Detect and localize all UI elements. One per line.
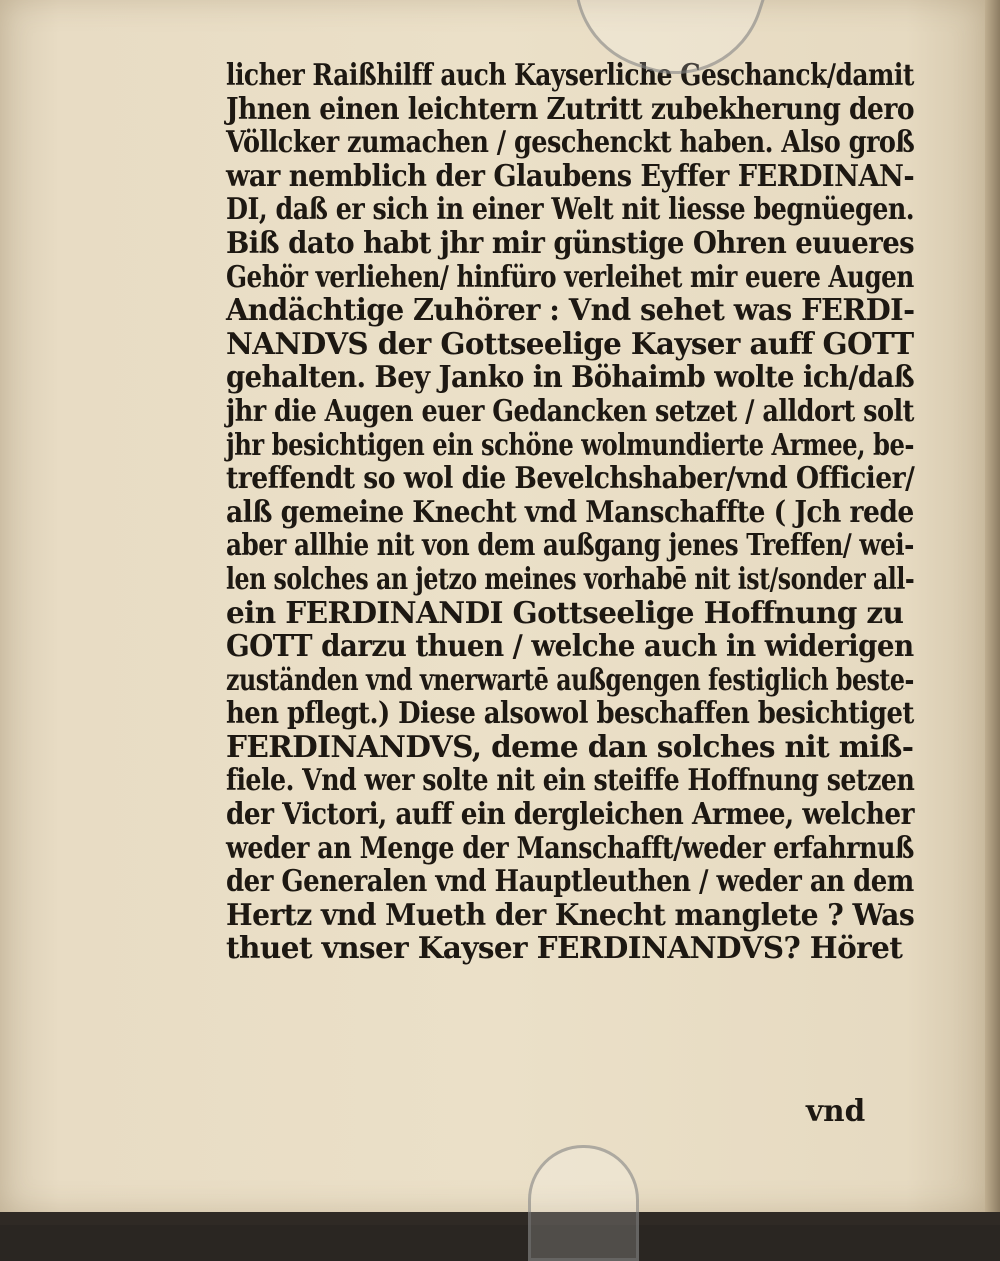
text-line: der Generalen vnd Hauptleuthen / weder an dem (226, 863, 914, 899)
text-line: alß gemeine Knecht vnd Manschaffte ( Jch rede (226, 493, 914, 529)
text-line: weder an Menge der Manschafft/weder erfahrnuß (226, 829, 914, 865)
text-line: GOTT darzu thuen / welche auch in widerigen (226, 628, 914, 664)
body-text (226, 58, 914, 965)
text-line: Jhnen einen leichtern Zutritt zubekherung dero (226, 90, 914, 126)
text-line: der Victori, auff ein dergleichen Armee, welcher (226, 796, 914, 832)
text-line: licher Raißhilff auch Kayserliche Geschanck/damit (226, 57, 914, 92)
text-line: zuständen vnd vnerwartē außgengen festiglich beste- (226, 661, 914, 697)
text-line: thuet vnser Kayser FERDINANDVS? Höret (226, 930, 903, 966)
text-line: treffendt so wol die Bevelchshaber/vnd Officier/ (226, 460, 915, 496)
text-line: hen pflegt.) Diese alsowol beschaffen besichtiget (226, 695, 914, 731)
text-line: fiele. Vnd wer solte nit ein steiffe Hoffnung setzen (226, 762, 915, 798)
text-line: Völlcker zumachen / geschenckt haben. Also groß (226, 124, 915, 160)
text-line: NANDVS der Gottseelige Kayser auff GOTT (226, 325, 914, 361)
text-line: len solches an jetzo meines vorhabē nit ist/sonder all- (226, 560, 915, 596)
page-edge (985, 0, 1000, 1212)
page-clip-bottom (528, 1145, 639, 1261)
text-line: jhr die Augen euer Gedancken setzet / alldort solt (226, 392, 914, 428)
text-line: jhr besichtigen ein schöne wolmundierte Armee, be- (226, 426, 914, 462)
catchword: vnd (806, 1093, 866, 1128)
text-line: Gehör verliehen/ hinfüro verleihet mir euere Augen (226, 258, 914, 294)
text-line: FERDINANDVS, deme dan solches nit miß- (226, 728, 914, 764)
text-line: ein FERDINANDI Gottseelige Hoffnung zu (226, 594, 904, 630)
text-line: Biß dato habt jhr mir günstige Ohren euueres (226, 224, 915, 260)
text-line: gehalten. Bey Janko in Böhaimb wolte ich/daß (226, 359, 915, 395)
text-line: DI, daß er sich in einer Welt nit liesse begnüegen. (226, 191, 915, 227)
text-line: war nemblich der Glaubens Eyffer FERDINAN- (226, 157, 915, 193)
scan-border (0, 1212, 1000, 1225)
text-line: Hertz vnd Mueth der Knecht manglete ? Was (226, 896, 915, 932)
text-line: Andächtige Zuhörer : Vnd sehet was FERDI- (226, 292, 915, 328)
text-line: aber allhie nit von dem außgang jenes Treffen/ wei- (226, 527, 914, 563)
